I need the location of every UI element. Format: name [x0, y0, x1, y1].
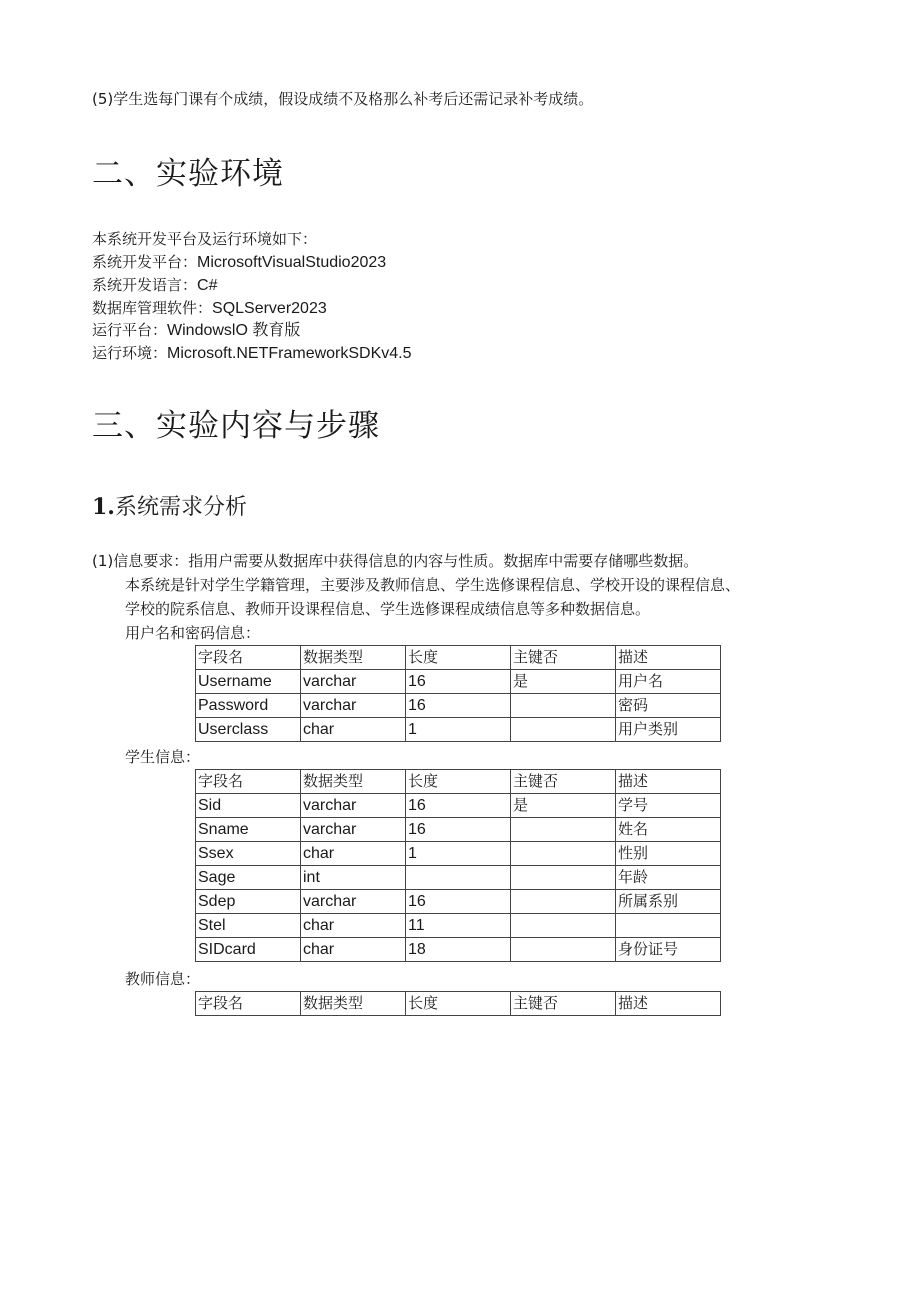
system-desc-line-1: 本系统是针对学生学籍管理，主要涉及教师信息、学生选修课程信息、学校开设的课程信息、 — [125, 576, 741, 594]
env-item-runtime — [92, 342, 412, 365]
table-cell: 是 — [511, 794, 616, 818]
user-table — [195, 645, 721, 742]
table-cell: Sname — [196, 818, 301, 842]
table-row — [196, 890, 721, 914]
table-row — [196, 718, 721, 742]
header-cell: 描述 — [616, 770, 721, 794]
env-item-platform — [92, 251, 386, 274]
header-cell: 长度 — [406, 992, 511, 1016]
table-cell: varchar — [301, 794, 406, 818]
table-cell: 用户类别 — [616, 718, 721, 742]
table-cell: Password — [196, 694, 301, 718]
table-cell: varchar — [301, 670, 406, 694]
table-row — [196, 866, 721, 890]
table-cell: 密码 — [616, 694, 721, 718]
header-cell: 描述 — [616, 646, 721, 670]
table-cell: Sid — [196, 794, 301, 818]
header-cell: 字段名 — [196, 770, 301, 794]
table-cell: Username — [196, 670, 301, 694]
table-cell: 1 — [406, 842, 511, 866]
header-cell: 数据类型 — [301, 770, 406, 794]
table-cell: char — [301, 914, 406, 938]
table-cell: Sdep — [196, 890, 301, 914]
table-cell: 16 — [406, 794, 511, 818]
header-cell: 数据类型 — [301, 992, 406, 1016]
table-cell: char — [301, 938, 406, 962]
table-cell: 是 — [511, 670, 616, 694]
table-cell — [511, 842, 616, 866]
header-cell: 主键否 — [511, 992, 616, 1016]
env-label: 系统开发平台： — [92, 253, 198, 271]
env-value: Microsoft.NETFrameworkSDKv4.5 — [167, 345, 412, 362]
env-value: SQLServer2023 — [212, 300, 327, 317]
section-3-title: 三、实验内容与步骤 — [92, 408, 380, 444]
header-cell: 主键否 — [511, 646, 616, 670]
env-item-os — [92, 319, 300, 342]
teacher-table-caption: 教师信息： — [125, 970, 201, 988]
table-cell — [511, 914, 616, 938]
env-item-database — [92, 297, 327, 320]
table-cell — [511, 866, 616, 890]
table-header-row — [196, 770, 721, 794]
header-cell: 数据类型 — [301, 646, 406, 670]
header-cell: 长度 — [406, 770, 511, 794]
table-cell: 身份证号 — [616, 938, 721, 962]
table-row — [196, 842, 721, 866]
section-2-title: 二、实验环境 — [92, 156, 284, 192]
table-cell: 18 — [406, 938, 511, 962]
header-cell: 描述 — [616, 992, 721, 1016]
table-cell: 用户名 — [616, 670, 721, 694]
table-cell — [511, 718, 616, 742]
header-cell: 长度 — [406, 646, 511, 670]
subsection-number: 1. — [92, 494, 115, 520]
table-cell: varchar — [301, 818, 406, 842]
subsection-1-title — [92, 490, 247, 521]
table-row — [196, 914, 721, 938]
intro-point-5: (5)学生选每门课有个成绩，假设成绩不及格那么补考后还需记录补考成绩。 — [92, 90, 594, 108]
header-cell: 主键否 — [511, 770, 616, 794]
subsection-text: 系统需求分析 — [114, 495, 247, 520]
table-cell: 16 — [406, 670, 511, 694]
table-row — [196, 794, 721, 818]
env-item-language — [92, 274, 217, 297]
env-lead: 本系统开发平台及运行环境如下： — [92, 230, 318, 248]
user-table-caption: 用户名和密码信息： — [125, 624, 261, 642]
table-cell: Userclass — [196, 718, 301, 742]
env-value: MicrosoftVisualStudio2023 — [197, 254, 387, 271]
table-cell: varchar — [301, 694, 406, 718]
table-cell: 年龄 — [616, 866, 721, 890]
table-cell: Ssex — [196, 842, 301, 866]
table-cell: 所属系别 — [616, 890, 721, 914]
system-desc-line-2: 学校的院系信息、教师开设课程信息、学生选修课程成绩信息等多种数据信息。 — [125, 600, 651, 618]
table-cell — [511, 938, 616, 962]
table-row — [196, 670, 721, 694]
table-cell: 性别 — [616, 842, 721, 866]
table-row — [196, 818, 721, 842]
table-cell: int — [301, 866, 406, 890]
table-cell: 学号 — [616, 794, 721, 818]
table-row — [196, 938, 721, 962]
env-label: 系统开发语言： — [92, 276, 198, 294]
table-cell: SIDcard — [196, 938, 301, 962]
info-requirement: (1)信息要求：指用户需要从数据库中获得信息的内容与性质。数据库中需要存储哪些数据。 — [92, 552, 699, 570]
table-header-row — [196, 646, 721, 670]
student-table-caption: 学生信息： — [125, 748, 201, 766]
table-cell — [406, 866, 511, 890]
header-cell: 字段名 — [196, 646, 301, 670]
table-header-row — [196, 992, 721, 1016]
table-cell: Sage — [196, 866, 301, 890]
teacher-table — [195, 991, 721, 1016]
table-row — [196, 694, 721, 718]
table-cell: 16 — [406, 818, 511, 842]
table-cell: 姓名 — [616, 818, 721, 842]
table-cell — [616, 914, 721, 938]
env-label: 运行平台： — [92, 321, 168, 339]
env-value: C# — [197, 277, 218, 294]
table-cell — [511, 818, 616, 842]
table-cell — [511, 890, 616, 914]
table-cell: Stel — [196, 914, 301, 938]
env-label: 运行环境： — [92, 344, 168, 362]
table-cell — [511, 694, 616, 718]
table-cell: char — [301, 842, 406, 866]
table-cell: char — [301, 718, 406, 742]
table-cell: varchar — [301, 890, 406, 914]
env-value: WindowslO 教育版 — [167, 322, 301, 339]
header-cell: 字段名 — [196, 992, 301, 1016]
env-label: 数据库管理软件： — [92, 299, 213, 317]
table-cell: 11 — [406, 914, 511, 938]
student-table — [195, 769, 721, 962]
table-cell: 16 — [406, 890, 511, 914]
table-cell: 1 — [406, 718, 511, 742]
table-cell: 16 — [406, 694, 511, 718]
